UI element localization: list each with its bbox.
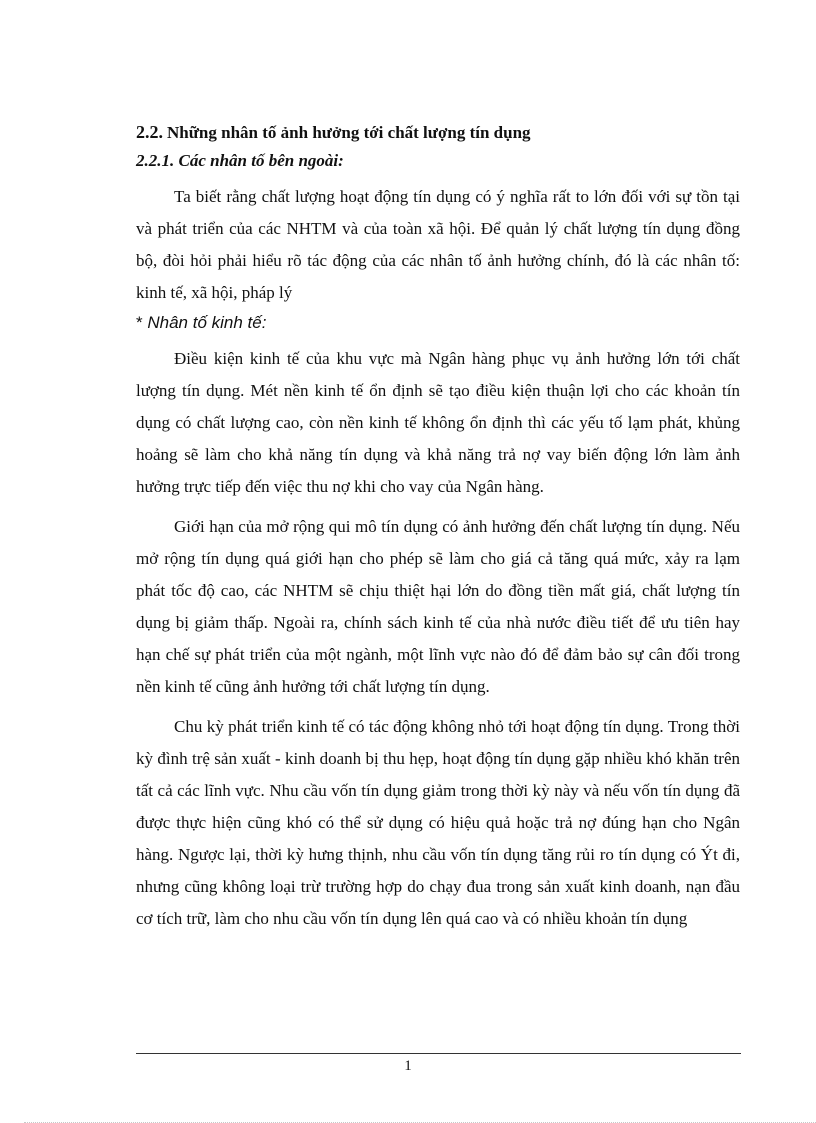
paragraph-economic-conditions: Điều kiện kinh tế của khu vực mà Ngân hàng phục vụ ảnh hưởng lớn tới chất lượng tín dụng. Mét nền kinh tế ổn định sẽ tạo điều kiện thuận lợi cho các khoản tín dụng có chất lượng cao, còn nền kinh tế không ổn định thì các yếu tố lạm phát, khủng hoảng sẽ làm cho khả năng tín dụng và khả năng trả nợ vay biến động lớn làm ảnh hưởng trực tiếp đến việc thu nợ khi cho vay của Ngân hàng. bbox=[136, 349, 740, 496]
section-number: 2.2. bbox=[136, 122, 163, 142]
economic-factor-label: Nhân tố kinh tế: bbox=[147, 313, 267, 332]
paragraph-economic-cycle: Chu kỳ phát triển kinh tế có tác động không nhỏ tới hoạt động tín dụng. Trong thời kỳ đình trệ sản xuất - kinh doanh bị thu hẹp, hoạt động tín dụng gặp nhiều khó khăn trên tất cả các lĩnh vực. Nhu cầu vốn tín dụng giảm trong thời kỳ này và nếu vốn tín dụng đã được thực hiện cũng khó có thể sử dụng có hiệu quả hoặc trả nợ đúng hạn cho Ngân hàng. Ngược lại, thời kỳ hưng thịnh, nhu cầu vốn tín dụng tăng rủi ro tín dụng có Ýt đi, nhưng cũng không loại trừ trường hợp do chạy đua trong sản xuất kinh doanh, nạn đầu cơ tích trữ, làm cho nhu cầu vốn tín dụng lên quá cao và có nhiều khoản tín dụng bbox=[136, 717, 740, 928]
subsection-heading: 2.2.1. Các nhân tố bên ngoài: bbox=[136, 151, 344, 170]
paragraph-gap bbox=[136, 503, 740, 511]
intro-paragraph: Ta biết rằng chất lượng hoạt động tín dụng có ý nghĩa rất to lớn đối với sự tồn tại và phát triển của các NHTM và của toàn xã hội. Để quản lý chất lượng tín dụng đồng bộ, đòi hỏi phải hiểu rõ tác động của các nhân tố ảnh hưởng chính, đó là các nhân tố: kinh tế, xã hội, pháp lý bbox=[136, 187, 740, 302]
section-title: Những nhân tố ảnh hưởng tới chất lượng tín dụng bbox=[167, 123, 531, 142]
page-number: 1 bbox=[404, 1058, 412, 1074]
section-heading bbox=[136, 118, 740, 147]
paragraph-gap bbox=[136, 703, 740, 711]
bullet-marker: * bbox=[136, 313, 143, 332]
footer-divider bbox=[136, 1053, 741, 1054]
paragraph-credit-scale-limit: Giới hạn của mở rộng qui mô tín dụng có ảnh hưởng đến chất lượng tín dụng. Nếu mở rộng tín dụng quá giới hạn cho phép sẽ làm cho giá cả tăng quá mức, xảy ra lạm phát tốc độ cao, các NHTM sẽ chịu thiệt hại lớn do đồng tiền mất giá, chất lượng tín dụng bị giảm thấp. Ngoài ra, chính sách kinh tế của nhà nước điều tiết để ưu tiên hay hạn chế sự phát triển của một ngành, một lĩnh vực nào đó để đảm bảo sự cân đối trong nền kinh tế cũng ảnh hưởng tới chất lượng tín dụng. bbox=[136, 517, 740, 696]
economic-factor-heading bbox=[136, 309, 740, 337]
page-content bbox=[136, 118, 740, 935]
